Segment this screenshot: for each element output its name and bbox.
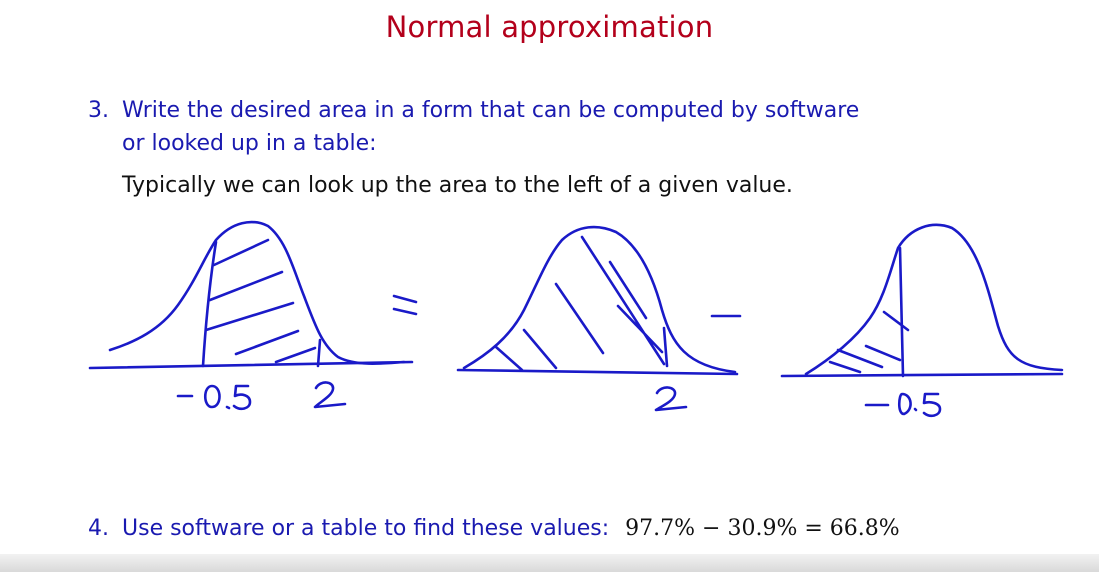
result-equation: 97.7% − 30.9% = 66.8% [625, 516, 900, 541]
label-neg-0-5-a [178, 386, 250, 409]
sketch-curve-2 [458, 227, 737, 374]
curve-1-right-bound [318, 340, 320, 366]
curve-2-outline [464, 227, 735, 372]
video-bottom-bar [0, 554, 1099, 572]
step-4-number: 4. [88, 516, 109, 541]
equals-sign [394, 296, 416, 314]
curve-1-outline [110, 222, 404, 364]
step-4-text-wrap [122, 512, 900, 545]
curve-2-right-bound [664, 328, 667, 366]
step-3-line-1: Write the desired area in a form that can be computed by software [122, 98, 860, 123]
slide-title: Normal approximation [385, 10, 714, 44]
step-3-number: 3. [88, 98, 109, 123]
curve-3-bound [900, 248, 903, 376]
label-neg-0-5-b [866, 394, 940, 416]
curve-3-axis [782, 374, 1062, 376]
step-3-line-2: or looked up in a table: [122, 131, 377, 156]
label-2-a [315, 382, 345, 407]
curve-1-hatch [206, 240, 315, 362]
step-4-text: Use software or a table to find these values: [122, 516, 610, 541]
sketch-curve-3 [782, 225, 1062, 376]
curve-1-axis [90, 362, 412, 368]
curve-2-hatch [496, 237, 664, 370]
note-text: Typically we can look up the area to the left of a given value. [122, 173, 793, 198]
curve-2-axis [458, 370, 737, 374]
label-2-b [656, 387, 686, 410]
sketch-curve-1 [90, 222, 412, 368]
